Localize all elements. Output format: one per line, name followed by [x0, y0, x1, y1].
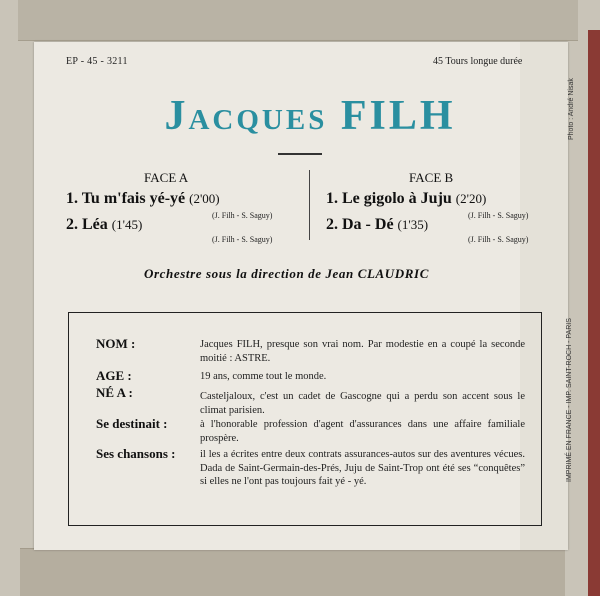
bio-text-nom: Jacques FILH, presque son vrai nom. Par modestie en a coupé la seconde moitié : ASTRE. — [200, 339, 525, 364]
bottom-flap — [20, 548, 565, 596]
track-a1-duration: (2'00) — [189, 191, 220, 206]
face-divider — [309, 170, 310, 240]
bio-label-age: AGE : — [96, 368, 132, 383]
track-b1-duration: (2'20) — [455, 191, 487, 206]
speed-label: 45 Tours longue durée — [433, 56, 523, 67]
bio-label-chansons: Ses chansons : — [96, 446, 176, 461]
track-a2-credits: (J. Filh - S. Saguy) — [212, 235, 273, 244]
track-b1-credits: (J. Filh - S. Saguy) — [468, 211, 529, 220]
face-a-label: FACE A — [144, 170, 189, 185]
bio-label-destinait: Se destinait : — [96, 416, 168, 431]
track-a2-duration: (1'45) — [111, 217, 143, 232]
catalog-number: EP - 45 - 3211 — [66, 56, 128, 67]
track-b2-duration: (1'35) — [397, 217, 429, 232]
printer-credit: IMPRIMÉ EN FRANCE - IMP. SAINT-ROCH - PARIS — [566, 318, 573, 482]
track-a1-title: 1. Tu m'fais yé-yé — [66, 190, 186, 207]
track-a2 — [66, 216, 142, 234]
bio-label-nom: NOM : — [96, 336, 136, 351]
top-flap — [18, 0, 578, 41]
face-b-label: FACE B — [409, 170, 454, 185]
red-edge — [588, 30, 600, 596]
track-b2 — [326, 216, 428, 234]
artist-title: Jacques FILH — [164, 93, 456, 139]
orchestra-credit: Orchestre sous la direction de Jean CLAUDRIC — [144, 266, 429, 281]
title-underline — [278, 153, 322, 155]
photo-credit: Photo : André Nisak — [568, 78, 575, 140]
track-a2-title: 2. Léa — [66, 216, 108, 233]
bio-text-age: 19 ans, comme tout le monde. — [200, 371, 327, 382]
track-b1 — [326, 190, 486, 208]
bio-label-ne: NÉ A : — [96, 385, 133, 400]
track-b2-title: 2. Da - Dé — [326, 216, 394, 233]
bio-text-destinait: à l'honorable profession d'agent d'assurances dans une affaire familiale prospère. — [200, 419, 525, 444]
track-a1-credits: (J. Filh - S. Saguy) — [212, 211, 273, 220]
track-a1 — [66, 190, 220, 208]
track-b2-credits: (J. Filh - S. Saguy) — [468, 235, 529, 244]
track-b1-title: 1. Le gigolo à Juju — [326, 190, 452, 207]
bio-text-chansons: il les a écrites entre deux contrats assurances-autos sur des aventures vécues. Dada de Saint-Germain-des-Prés, Juju de Saint-Trop ont été ses “conquêtes” si elles ne l'ont pas toujours fait yé - yé. — [200, 449, 525, 487]
bio-text-ne: Casteljaloux, c'est un cadet de Gascogne qui a perdu son accent sous le climat parisien. — [200, 391, 525, 416]
